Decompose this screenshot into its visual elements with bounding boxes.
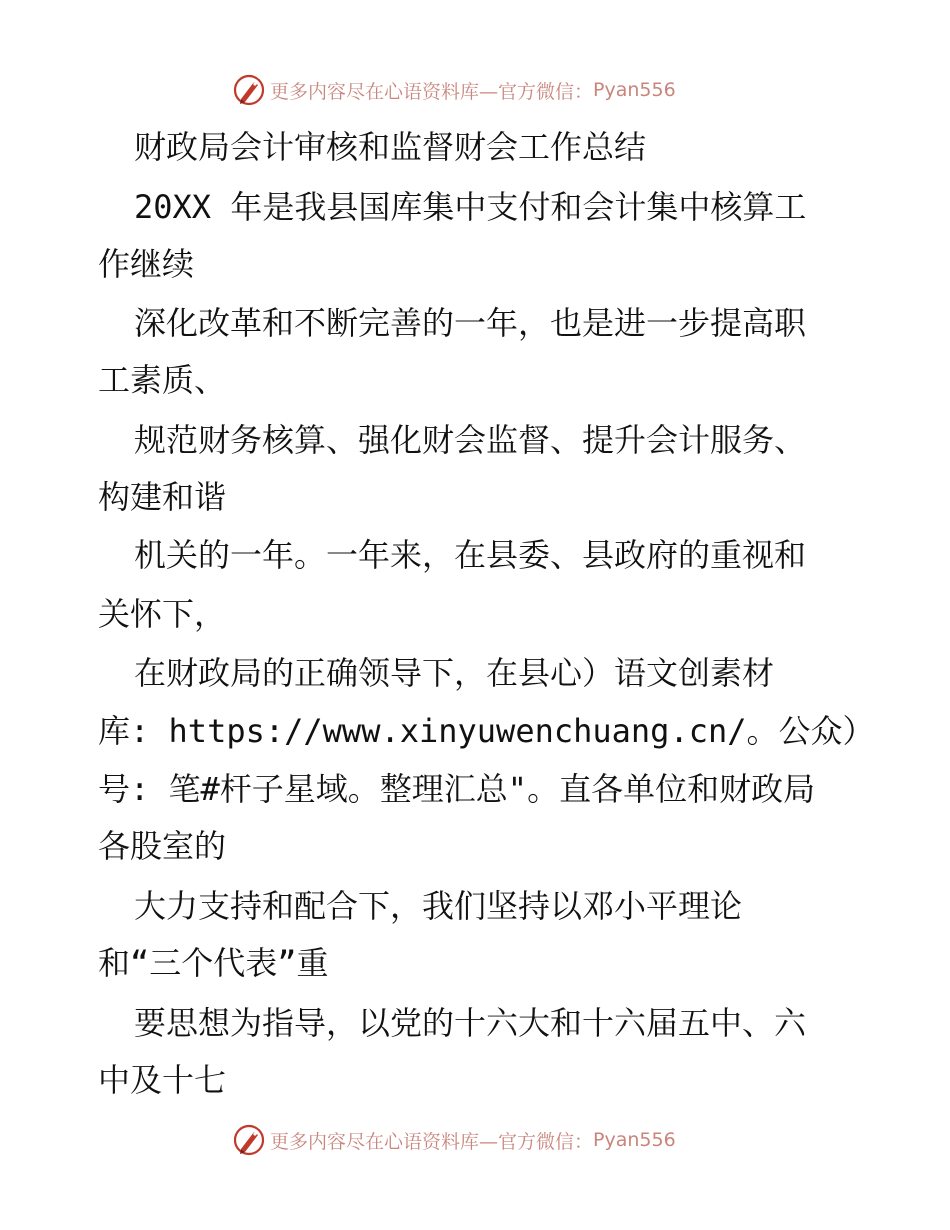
paragraph-line: 中及十七 (98, 1061, 227, 1099)
paragraph-line: 构建和谐 (98, 478, 227, 516)
banner-text: 更多内容尽在心语资料库—官方微信： (270, 1130, 594, 1153)
paragraph-line: 规范财务核算、强化财会监督、提升会计服务、 (134, 421, 807, 459)
paragraph-line: 在财政局的正确领导下，在县心）语文创素材 (134, 654, 775, 692)
paragraph-line: 20XX 年是我县国库集中支付和会计集中核算工 (134, 188, 807, 226)
document-title: 财政局会计审核和监督财会工作总结 (134, 128, 647, 166)
paragraph-line: 号: 笔#杆子星域。整理汇总"。直各单位和财政局 (98, 770, 816, 808)
banner-wechat-id: Pyan556 (593, 79, 676, 101)
header-banner (232, 72, 732, 108)
paragraph-line: 库: https://www.xinyuwenchuang.cn/。公众） (98, 712, 875, 750)
paragraph-line: 作继续 (98, 245, 195, 283)
paragraph-line: 关怀下， (98, 595, 227, 633)
paragraph-line: 深化改革和不断完善的一年，也是进一步提高职 (134, 304, 807, 342)
paragraph-line: 要思想为指导，以党的十六大和十六届五中、六 (134, 1004, 807, 1042)
paragraph-line: 和“三个代表”重 (98, 944, 329, 982)
pen-logo-icon (232, 73, 266, 107)
paragraph-line: 机关的一年。一年来，在县委、县政府的重视和 (134, 536, 807, 574)
paragraph-line: 各股室的 (98, 827, 227, 865)
footer-banner (232, 1122, 732, 1158)
paragraph-line: 大力支持和配合下，我们坚持以邓小平理论 (134, 887, 743, 925)
banner-text: 更多内容尽在心语资料库—官方微信： (270, 80, 594, 103)
pen-logo-icon (232, 1123, 266, 1157)
paragraph-line: 工素质、 (98, 361, 227, 399)
banner-wechat-id: Pyan556 (593, 1129, 676, 1151)
